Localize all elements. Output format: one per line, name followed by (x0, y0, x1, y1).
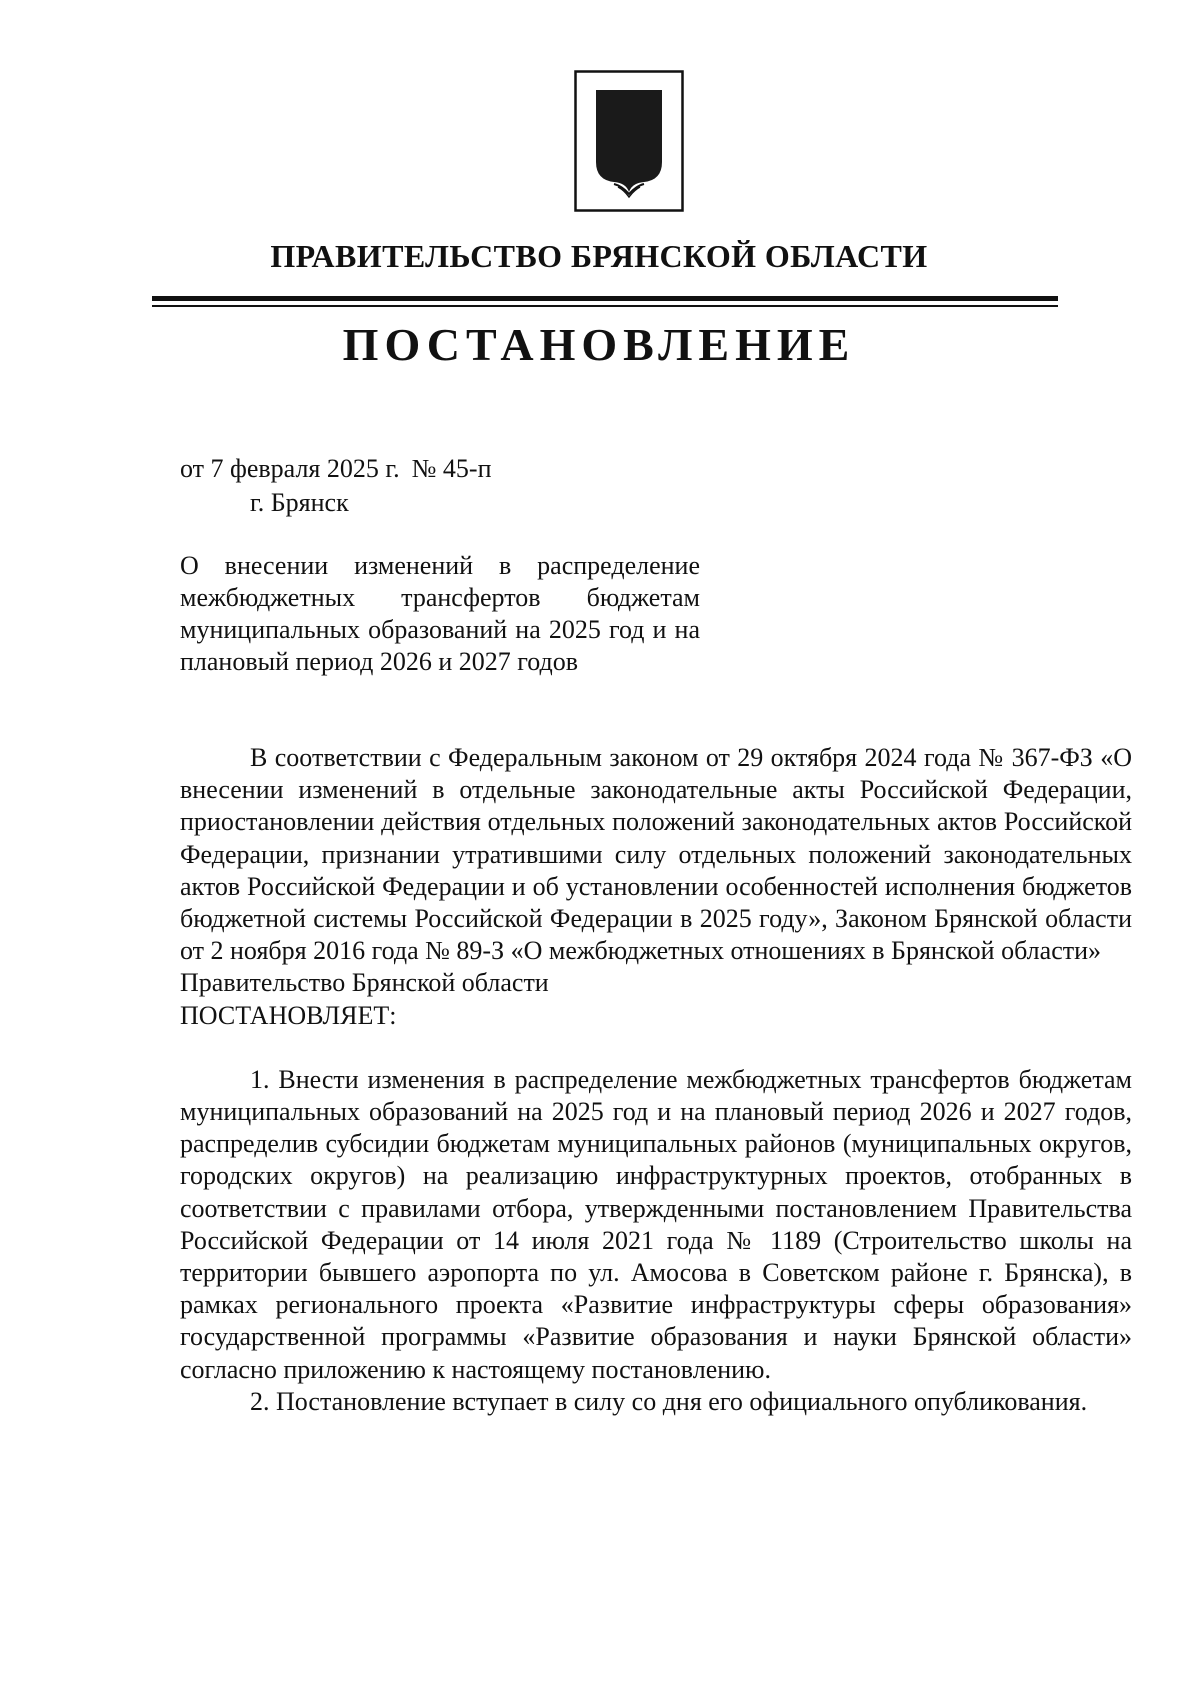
document-type-title: ПОСТАНОВЛЕНИЕ (342, 319, 856, 370)
item-1-paragraph: 1. Внести изменения в распределение межбюджетных трансфертов бюджетам муниципальных образований на 2025 год и на плановый период 2026 и 2027 годов, распределив субсидии бюджетам муниципальных районов (муниципальных округов, городских округов) на реализацию инфраструктурных проектов, отобранных в соответствии с правилами отбора, утвержденными постановлением Правительства Российской Федерации от 14 июля 2021 года № 1189 (Строительство школы на территории бывшего аэропорта по ул. Амосова в Советском районе г. Брянска), в рамках регионального проекта «Развитие инфраструктуры сферы образования» государственной программы «Развитие образования и науки Брянской области» согласно приложению к настоящему постановлению. (180, 1064, 1132, 1384)
document-body (180, 742, 1132, 1418)
document-number: № 45-п (411, 454, 492, 483)
organization-title: ПРАВИТЕЛЬСТВО БРЯНСКОЙ ОБЛАСТИ (270, 238, 928, 274)
document-date-line (180, 454, 492, 484)
document-subject: О внесении изменений в распределение межбюджетных трансфертов бюджетам муниципальных образований на 2025 год и на плановый период 2026 и 2027 годов (180, 551, 700, 676)
document-date: от 7 февраля 2025 г. (180, 454, 400, 483)
decree-word: ПОСТАНОВЛЯЕТ: (180, 1000, 397, 1030)
enactor-line: Правительство Брянской области (180, 968, 549, 998)
document-city: г. Брянск (250, 488, 349, 517)
item-2-paragraph: 2. Постановление вступает в силу со дня его официального опубликования. (250, 1386, 1088, 1416)
header-rule-thick (152, 296, 1058, 301)
header-rule-thin (152, 305, 1058, 307)
preamble-paragraph: В соответствии с Федеральным законом от 29 октября 2024 года № 367-ФЗ «О внесении изменений в отдельные законодательные акты Российской Федерации, приостановлении действия отдельных положений законодательных актов Российской Федерации, признании утратившими силу отдельных положений законодательных актов Российской Федерации и об установлении особенностей исполнения бюджетов бюджетной системы Российской Федерации в 2025 году», Законом Брянской области от 2 ноября 2016 года № 89-З «О межбюджетных отношениях в Брянской области» (180, 743, 1132, 966)
coat-of-arms-icon (574, 70, 684, 212)
